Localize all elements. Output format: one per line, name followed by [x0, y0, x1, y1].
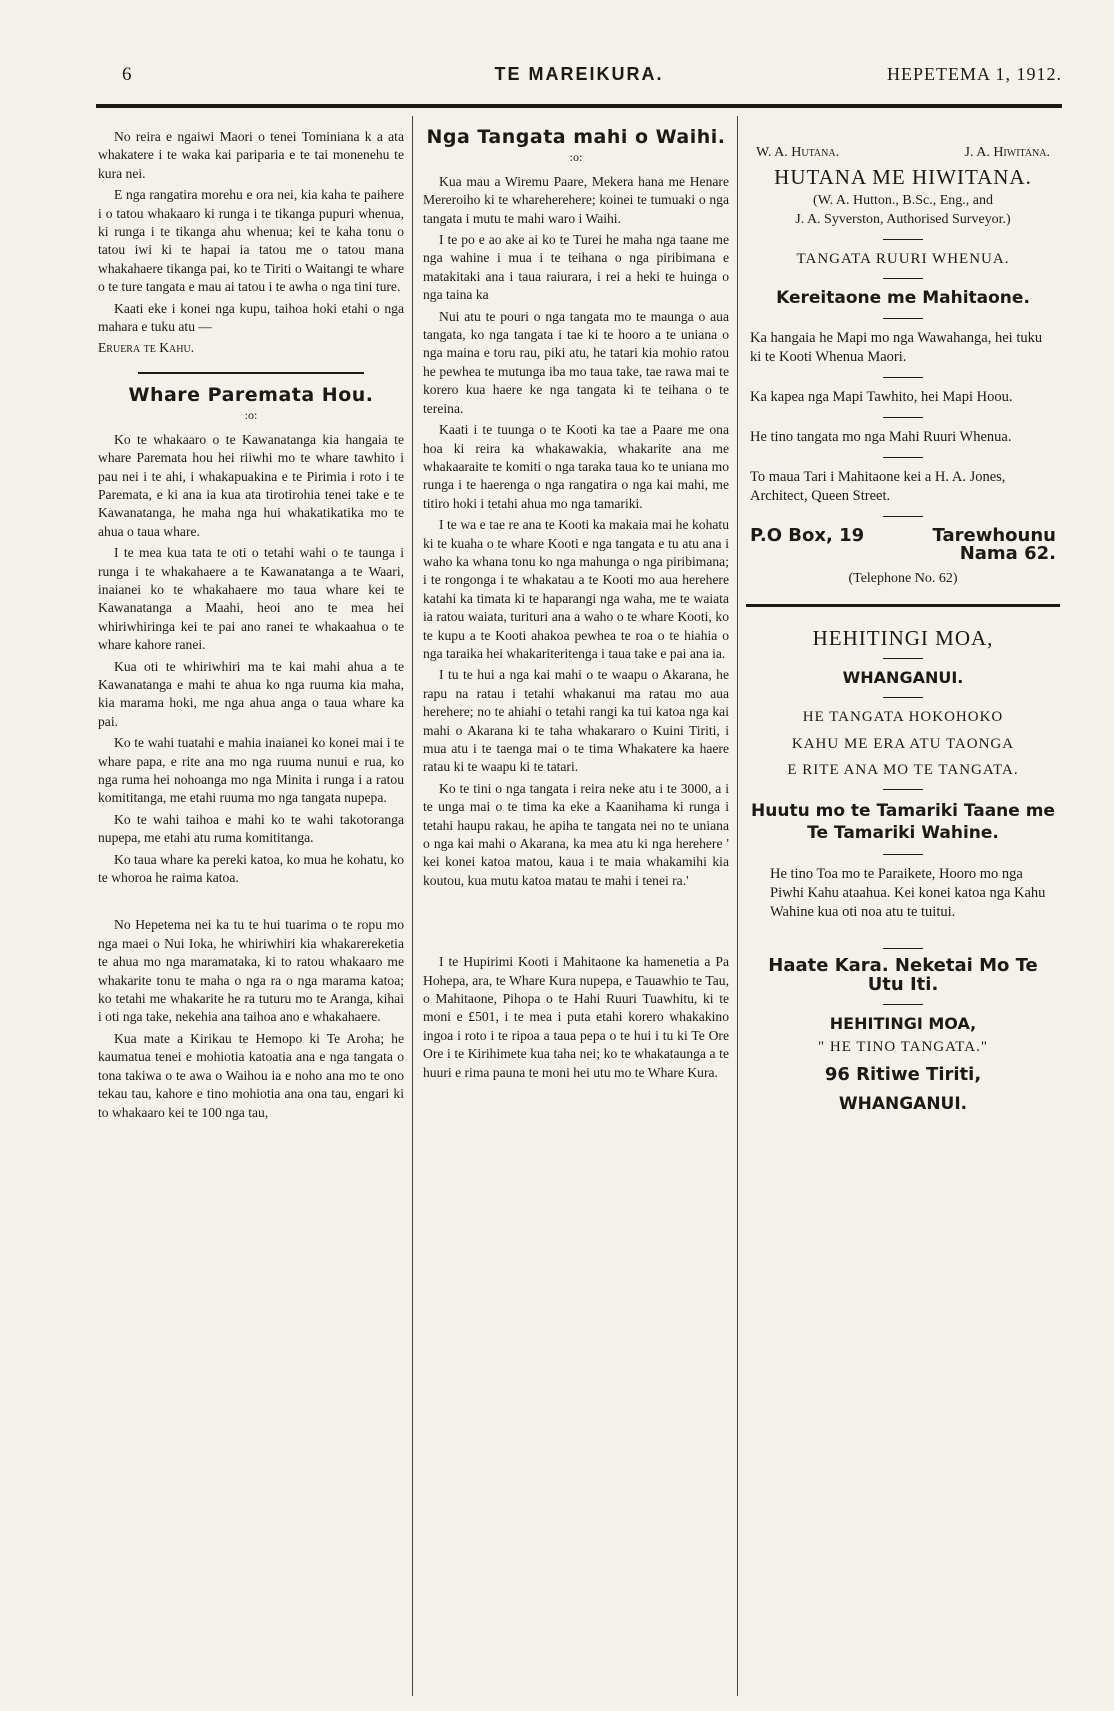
column-3-advertisements [750, 128, 1056, 1113]
ad-telephone-word: Tarewhounu [932, 524, 1056, 546]
ad-shop-title: HEHITINGI MOA, [812, 626, 994, 651]
article-paragraph: Ko taua whare ka pereki katoa, ko mua he kohatu, ko te whoroa he raima katoa. [98, 851, 404, 886]
issue-date: HEPETEMA 1, 1912. [886, 64, 1062, 84]
column-divider-1 [412, 116, 413, 1696]
ad-firm-name: HUTANA ME HIWITANA. [774, 165, 1032, 190]
article-paragraph: I te Hupirimi Kooti i Mahitaone ka hamenetia a Pa Hohepa, ara, te Whare Kura nupepa, e Tauawhio te Tau, o Mahitaone, Pihopa o te Hahi Ruuri Tuawhitu, ki te moni e £501, i te mea i puta etahi korero whakakino ingoa i roto i te ripoa a taua pepa o te hui i tu ki Te Ore Ore i te Kirihimete kua taha nei; ko te whakataunga a te huuri e rima pauna te moni hei utu mo te Whare Kura. [423, 954, 729, 1080]
ad-rule [883, 318, 923, 319]
ad-line: He tino tangata mo nga Mahi Ruuri Whenua. [750, 428, 1012, 445]
ad-address: 96 Ritiwe Tiriti, [824, 1064, 982, 1086]
ad-headline: Kereitaone me Mahitaone. [776, 288, 1030, 309]
ad-rule [883, 789, 923, 790]
page-header [96, 64, 1062, 88]
ad-line: KAHU ME ERA ATU TAONGA [791, 735, 1015, 752]
ad-telephone-number: Nama 62. [959, 543, 1056, 565]
ad-signature-quote: " HE TINO TANGATA." [818, 1038, 988, 1055]
ad-rule [883, 1004, 923, 1005]
article-paragraph: I te mea kua tata te oti o tetahi wahi o te taunga i runga i te whakahaere a te Kawanatanga a te Waari, inaianei ko te whakahaere mo taua whare kei te Kawanatanga a Maahi, heoi ano te mea hei whiriwhiringa kei te pai ano ranei te whakaahua o te whare kahore ranei. [98, 545, 404, 653]
heading-separator: :o: [569, 150, 583, 165]
article-paragraph: Kua mate a Kirikau te Hemopo ki Te Aroha; he kaumatua tenei e mohiotia katoatia ana e nga tangata o tona takiwa o te awa o Waihou ia e noho ana mo te ono tekau tau, kahore e tino mohiotia ana ona tau, engari ki to whakaaro kei te 100 nga tau, [98, 1030, 404, 1120]
ad-rule [883, 417, 923, 418]
ad-rule [883, 516, 923, 517]
article-heading: Nga Tangata mahi o Waihi. [426, 126, 726, 148]
ad-partner-right: J. A. Hiwitana. [964, 145, 1050, 160]
ad-line: Ka kapea nga Mapi Tawhito, hei Mapi Hoou. [750, 388, 1013, 405]
article-paragraph: Ko te tini o nga tangata i reira neke atu i te 3000, a i te unga mai o te tima ka eke a Kaanihama ki runga i tetahi haupu rakau, he apiha te tangata nei no te uniana o nga kai mahi o Akarana, ka mea atu ki nga herehere ' kei konei katoa matou, kaua i te maia whakamihi kia koutou, kua mutu katoa matau te mahi i tenei ra.' [423, 780, 729, 888]
ad-town: WHANGANUI. [842, 667, 964, 687]
ad-service: TANGATA RUURI WHENUA. [796, 250, 1010, 267]
article-paragraph: I te po e ao ake ai ko te Turei he maha nga taane me nga wahine i mua i te teihana o nga piribimana e matakitaki ana i taua raiurara, i rei a heki te huinga o nga taina ka [423, 232, 729, 303]
ad-partner-names [756, 144, 1050, 162]
ad-rule [883, 377, 923, 378]
article-paragraph: Nui atu te pouri o nga tangata mo te maunga o aua tangata, ko nga tangata i tae ki te hooro a te uniana o nga maina e toru rau, piki atu, he tatari kia mohio ratou he pewhea te mutunga iba mo taua take, tae rawa mai te korero kua haere ke nga tangata ki te teihana o te tereina. [423, 308, 729, 416]
header-rule [96, 104, 1062, 108]
ad-partner-left: W. A. Hutana. [756, 145, 840, 160]
ad-signature-name: HEHITINGI MOA, [829, 1014, 977, 1034]
ad-slogan: Haate Kara. Neketai Mo Te Utu Iti. [768, 955, 1038, 995]
ad-pobox: P.O Box, 19 [750, 524, 865, 546]
article-paragraph: Ko te whakaaro o te Kawanatanga kia hangaia te whare Paremata hou hei riiwhi mo te whare tawhito i pau nei i te ahi, i whakapuakina e te Pirimia i roto i te Paremata, e ki ana ia kua ata tirotirohia tenei take e te Kawanatanga, he maha nga hui whakatikatika mo te ahua o taua whare. [98, 431, 404, 539]
newspaper-title: TE MAREIKURA. [494, 64, 664, 84]
article-paragraph: I tu te hui a nga kai mahi o te waapu o Akarana, he rapu na ratau i tetahi whakanui ma ratau mo aua herehere; no te ahiahi o tetahi rangi ka tui katoa nga kai mahi o Akarana ki te taha whakararo o Kuini Tiriti, i mua atu i te taenga mai o te tima Whakatere ka haere ratau ki te waapu ki te tatari. [423, 667, 729, 775]
ad-rule [883, 854, 923, 855]
column-divider-2 [737, 116, 738, 1696]
ad-line: Ka hangaia he Mapi mo nga Wawahanga, hei tuku ki te Kooti Whenua Maori. [750, 329, 1043, 365]
section-rule [138, 372, 364, 374]
article-paragraph: Kaati i te tuunga o te Kooti ka tae a Paare me ona hoa ki reira ka whakawakia, whakarite ana me whakaaraite te komiti o nga taraka taua ko te uniana mo runga i te haerenga o nga rangatira o nga kai mahi, me titiro hoki i tetahi ahua mo nga tamariki. [423, 422, 729, 511]
article-paragraph: Kua oti te whiriwhiri ma te kai mahi ahua a te Kawanatanga e mahi te ahua ko nga ruuma kia maha, kia marama hoki, me nga ahua anga o taua whare ka pai. [98, 658, 404, 729]
heading-separator: :o: [244, 408, 258, 423]
ad-line: E RITE ANA MO TE TANGATA. [787, 762, 1019, 779]
ad-telephone-paren: (Telephone No. 62) [848, 571, 958, 587]
ad-line: To maua Tari i Mahitaone kei a H. A. Jones, Architect, Queen Street. [750, 468, 1006, 504]
article-paragraph: Kua mau a Wiremu Paare, Mekera hana me Henare Mereroiho ki te whareherehere; koinei te tumuaki o nga tangata i mutu te mahi waro i Waihi. [423, 173, 729, 226]
ad-box-rule [746, 604, 1060, 607]
ad-body: He tino Toa mo te Paraikete, Hooro mo nga Piwhi Kahu ataahua. Kei konei katoa nga Kahu Wahine kua oti noa atu te tuitui. [770, 866, 1046, 921]
article-paragraph: E nga rangatira morehu e ora nei, kia kaha te paihere i o tatou whakaaro ki runga i te tikanga pupuri whenua, ki runga i te tikanga ahu whenua; kei te kaha tonu o tatou iwi ki te hapai ia tatou me o tatou mana whakahaere tikanga pai, ko te Tiriti o Waitangi te whare o te ture tangata e mau ai tatou i te awha o nga tini ture. [98, 187, 404, 295]
article-paragraph: Ko te wahi tuatahi e mahia inaianei ko konei mai i te whare papa, e rite ana mo nga ruuma nunui e rua, ko nga ruma hei nohoanga mo nga Minita i runga i a ratou komititanga, me etahi ruuma mo nga tangata nupepa. [98, 735, 404, 806]
column-1 [98, 128, 404, 1125]
page-number: 6 [122, 64, 132, 85]
ad-firm-sub: J. A. Syverston, Authorised Surveyor.) [795, 211, 1011, 227]
article-paragraph: I te wa e tae re ana te Kooti ka makaia mai he kohatu ki te kuaha o te whare Kooti e nga tangata e tu atu ana i waho ka whana tonu ko nga mahunga o nga piribimana; i te rongonga i te whakatau a te Kooti mo aua herehere katahi ka timata ki te haparangi nga waha, me te waiata ia ratou waiata, turituri ana a waho o te whare Kooti, ko te kupu a te Kooti ahakoa pewhea te roa o te hiahia o nga taraika hei whakariteritenga i taua take e pai ana ia. [423, 517, 729, 661]
ad-line: HE TANGATA HOKOHOKO [802, 709, 1004, 726]
article-signature: Eruera te Kahu. [98, 340, 195, 356]
ad-rule [883, 239, 923, 240]
ad-headline: Huutu mo te Tamariki Taane me Te Tamariki Wahine. [751, 801, 1055, 844]
ad-firm-sub: (W. A. Hutton., B.Sc., Eng., and [813, 192, 993, 208]
article-heading: Whare Paremata Hou. [128, 383, 374, 406]
column-2 [423, 128, 729, 1085]
ad-town: WHANGANUI. [838, 1093, 968, 1114]
article-paragraph: No Hepetema nei ka tu te hui tuarima o te ropu mo nga maei o Nui Ioka, he whiriwhiri kia whakarereketia te ahua mo nga maramataka, ki to ratou whakaaro me whakarite tonu te maha o nga ra o nga marama katoa; ko tetahi me whakarite he ra tuturu mo te Aranga, kihai i oti nga take, nekehia ana taihoa ano e whakahaere. [98, 917, 404, 1025]
ad-rule [883, 278, 923, 279]
ad-rule [883, 697, 923, 698]
ad-rule [883, 948, 923, 949]
ad-rule [883, 457, 923, 458]
article-paragraph: Kaati eke i konei nga kupu, taihoa hoki etahi o nga mahara e tuku atu — [98, 300, 404, 335]
article-paragraph: Ko te wahi taihoa e mahi ko te wahi takotoranga nupepa, me etahi atu ruma komititanga. [98, 811, 404, 846]
ad-rule [883, 658, 923, 659]
article-paragraph: No reira e ngaiwi Maori o tenei Tominiana k a ata whakatere i te waka kai pariparia e te tai monenehu te kura nei. [98, 129, 404, 181]
